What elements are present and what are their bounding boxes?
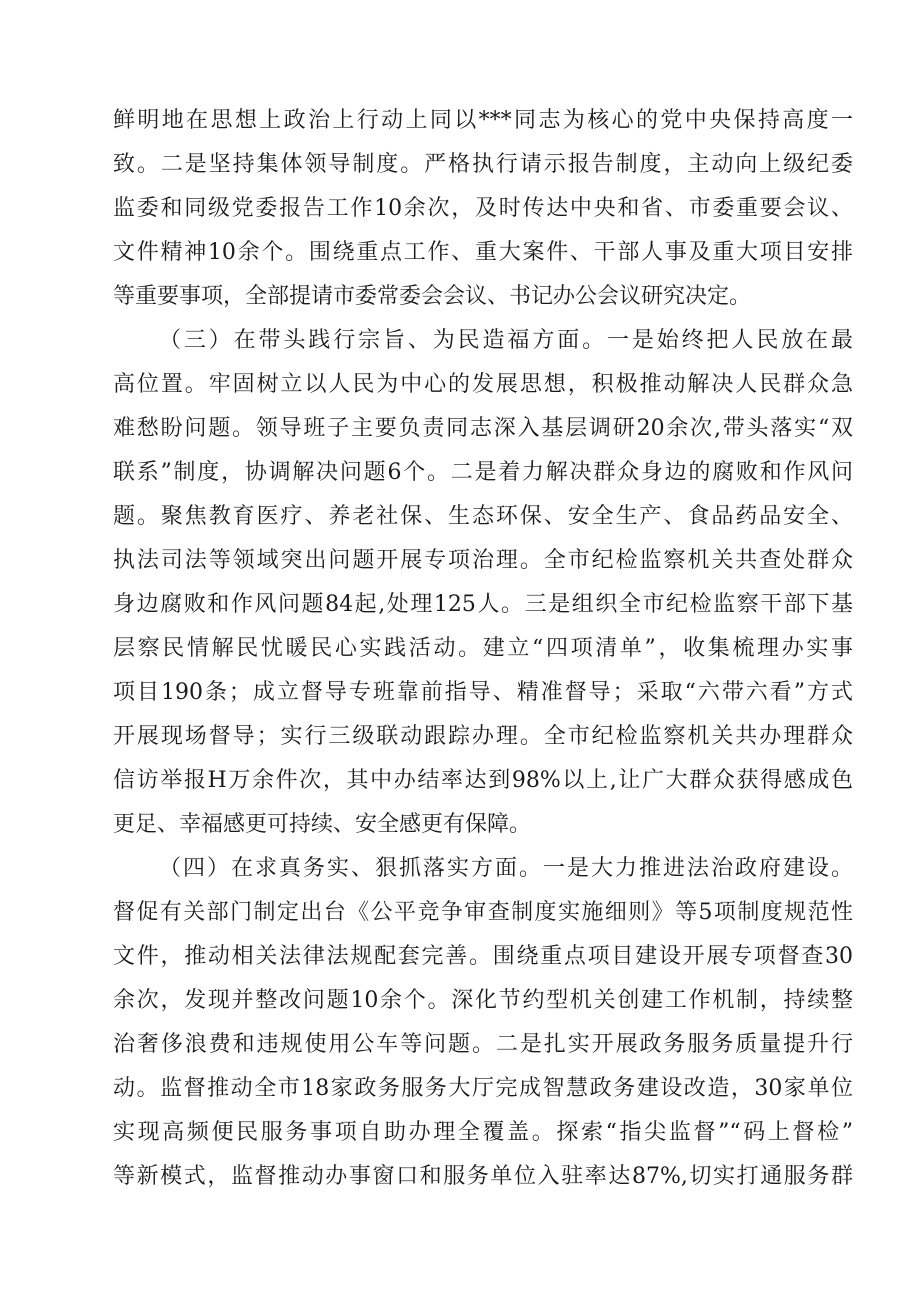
text-line: 治奢侈浪费和违规使用公车等问题。二是扎实开展政务服务质量提升行 (113, 1032, 853, 1057)
text-line: 项目190条；成立督导专班靠前指导、精准督导；采取“六带六看”方式 (113, 680, 853, 705)
text-line: 层察民情解民忧暖民心实践活动。建立“四项清单”，收集梳理办实事 (113, 636, 853, 661)
text-line: 开展现场督导；实行三级联动跟踪办理。全市纪检监察机关共办理群众 (113, 724, 853, 749)
text-line: 监委和同级党委报告工作10余次，及时传达中央和省、市委重要会议、 (113, 196, 853, 221)
text-line: 信访举报H万余件次，其中办结率达到98%以上,让广大群众获得感成色 (113, 768, 853, 793)
section-heading-3: （三）在带头践行宗旨、为民造福方面。一是始终把人民放在最 (159, 328, 853, 353)
text-line: 更足、幸福感更可持续、安全感更有保障。 (113, 812, 532, 837)
text-line: 联系”制度，协调解决问题6个。二是着力解决群众身边的腐败和作风问 (113, 460, 853, 485)
text-line: 鲜明地在思想上政治上行动上同以***同志为核心的党中央保持高度一 (113, 108, 853, 133)
text-line: 动。监督推动全市18家政务服务大厅完成智慧政务建设改造，30家单位 (113, 1076, 853, 1101)
text-line: 身边腐败和作风问题84起,处理125人。三是组织全市纪检监察干部下基 (113, 592, 853, 617)
text-line: 致。二是坚持集体领导制度。严格执行请示报告制度，主动向上级纪委 (113, 152, 853, 177)
text-line: 实现高频便民服务事项自助办理全覆盖。探索“指尖监督”“码上督检” (113, 1120, 853, 1145)
text-line: 题。聚焦教育医疗、养老社保、生态环保、安全生产、食品药品安全、 (113, 504, 853, 529)
text-line: 文件精神10余个。围绕重点工作、重大案件、干部人事及重大项目安排 (113, 240, 853, 265)
text-line: 难愁盼问题。领导班子主要负责同志深入基层调研20余次,带头落实“双 (113, 416, 853, 441)
text-line: 等新模式，监督推动办事窗口和服务单位入驻率达87%,切实打通服务群 (113, 1164, 853, 1189)
text-line: 督促有关部门制定出台《公平竞争审查制度实施细则》等5项制度规范性 (113, 900, 853, 925)
text-line: 执法司法等领域突出问题开展专项治理。全市纪检监察机关共查处群众 (113, 548, 853, 573)
text-line: 文件，推动相关法律法规配套完善。围绕重点项目建设开展专项督查30 (113, 944, 853, 969)
text-line: 余次，发现并整改问题10余个。深化节约型机关创建工作机制，持续整 (113, 988, 853, 1013)
text-line: 等重要事项，全部提请市委常委会会议、书记办公会议研究决定。 (113, 284, 752, 309)
text-line: 高位置。牢固树立以人民为中心的发展思想，积极推动解决人民群众急 (113, 372, 853, 397)
section-heading-4: （四）在求真务实、狠抓落实方面。一是大力推进法治政府建设。 (159, 856, 853, 881)
